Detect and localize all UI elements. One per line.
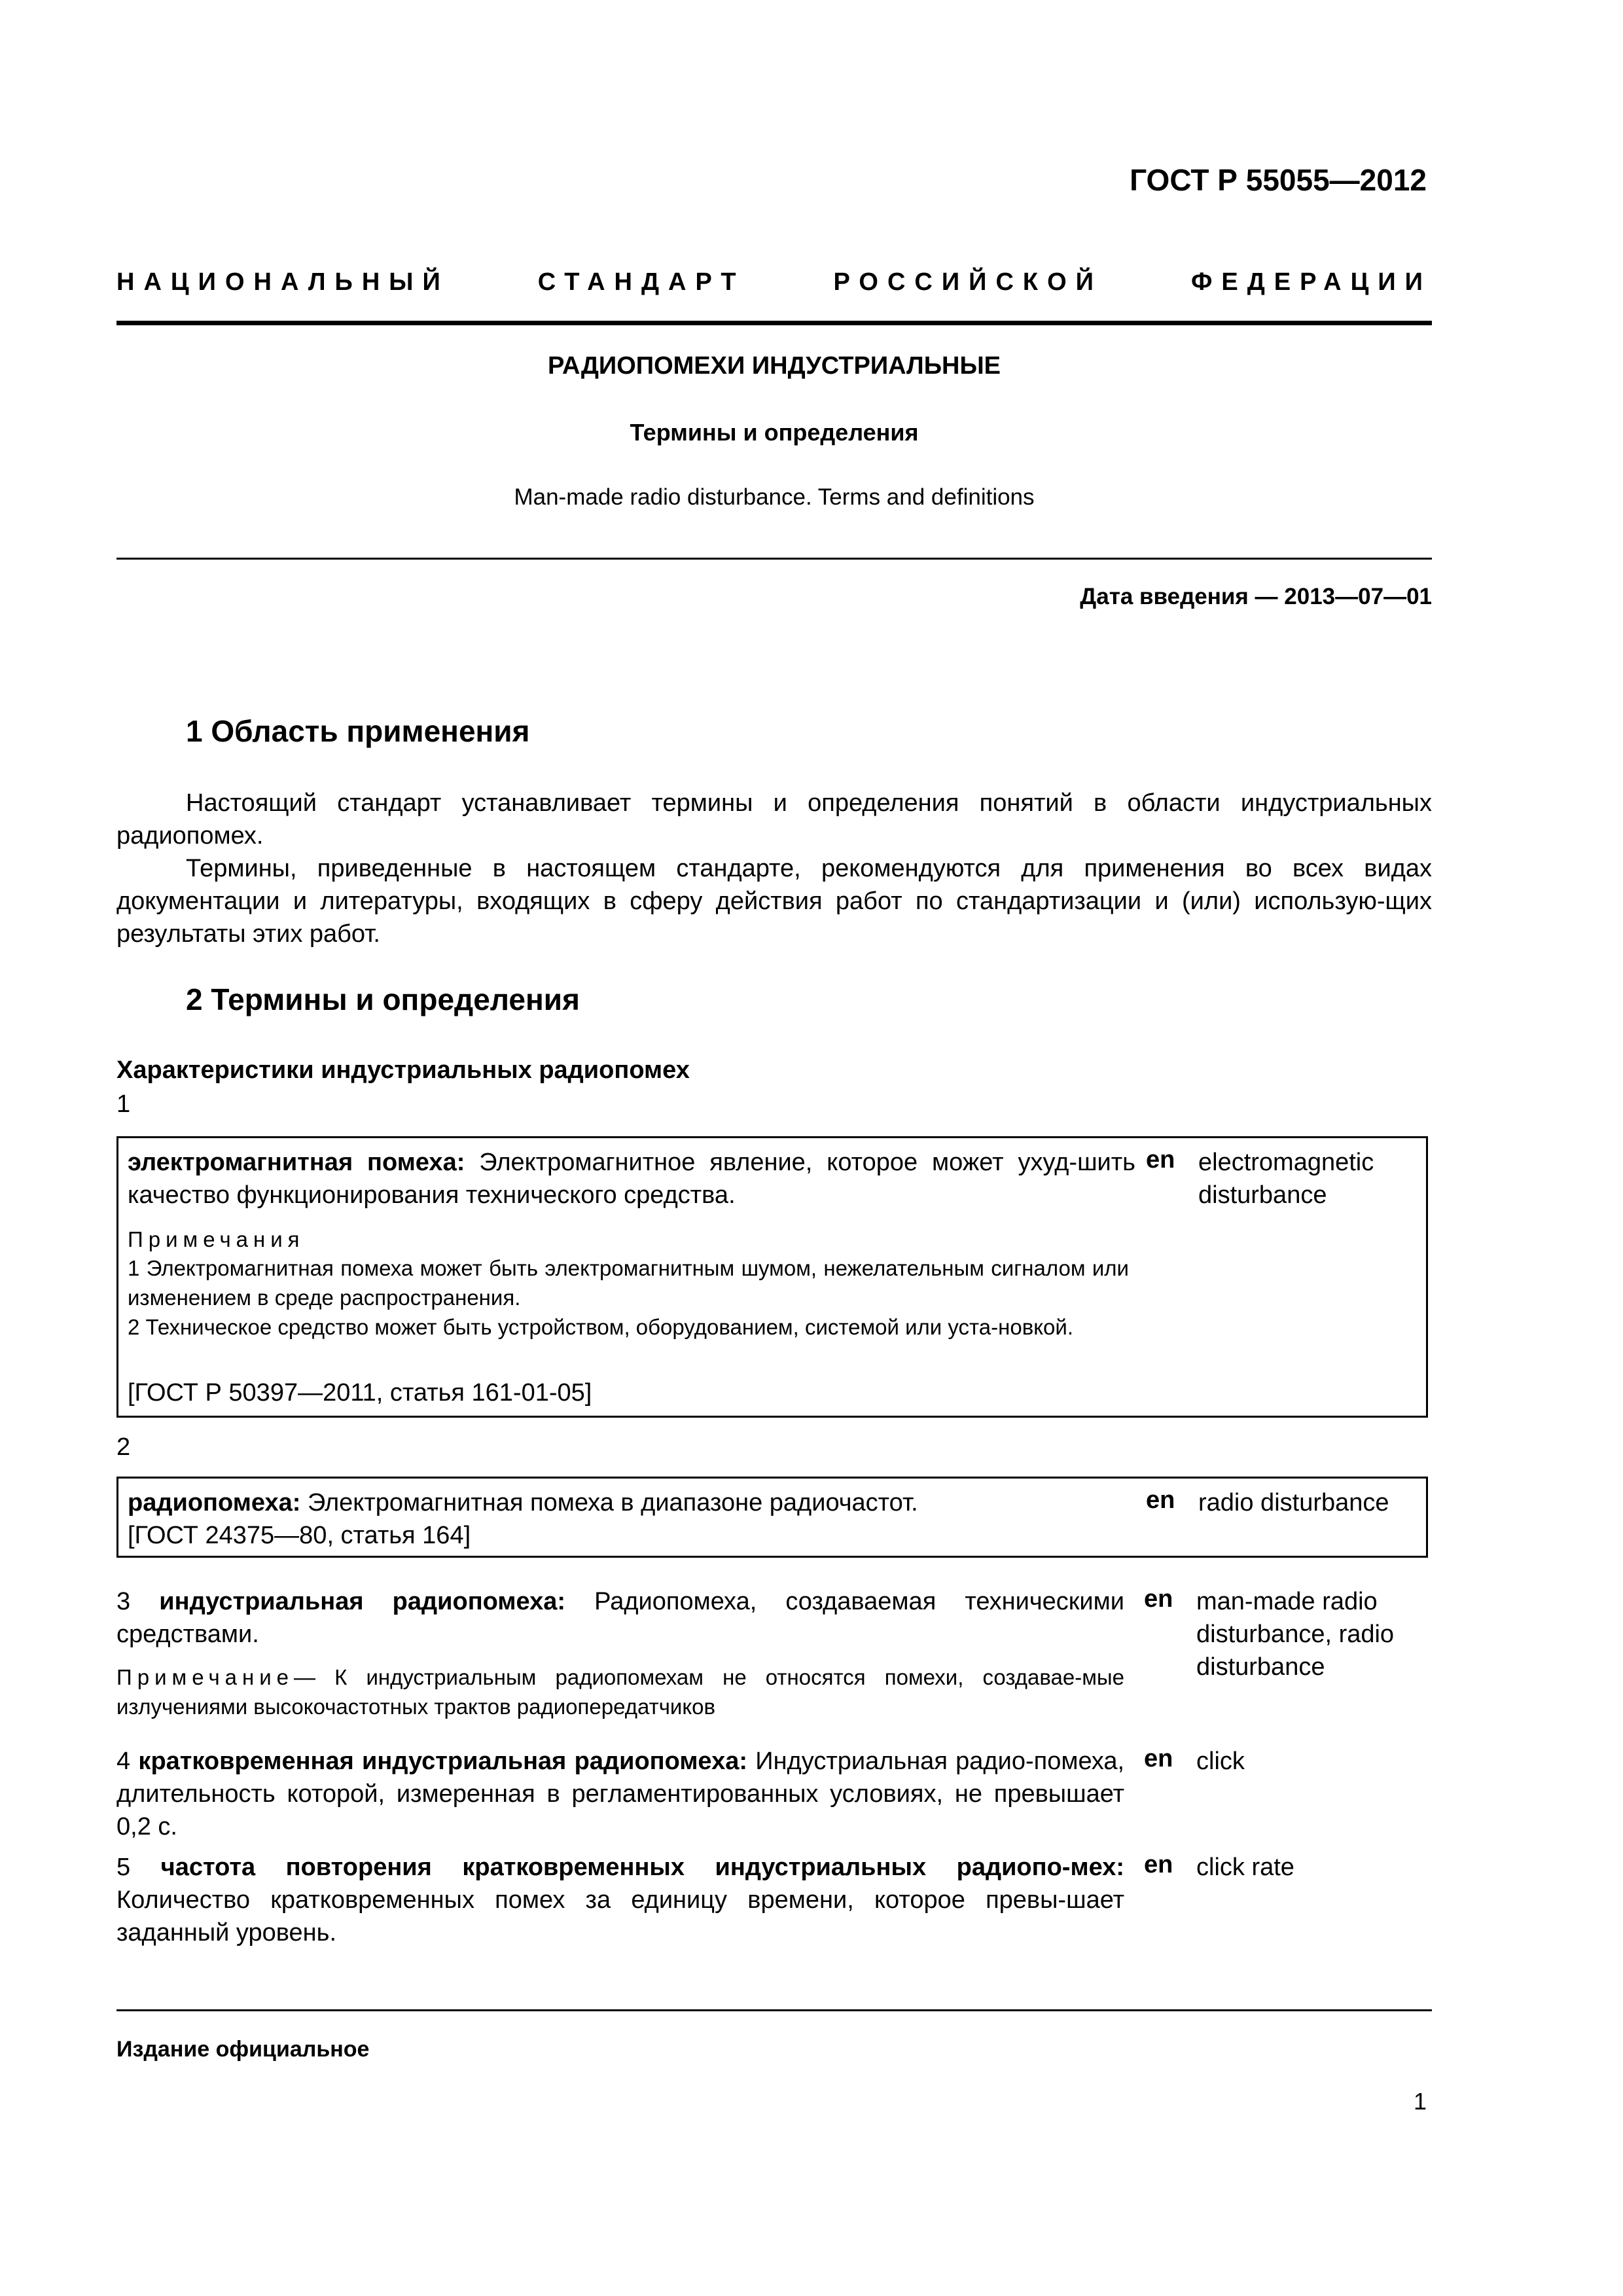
term-1-note-2: 2 Техническое средство может быть устройством, оборудованием, системой или уста-новкой. [128, 1315, 1073, 1339]
term-3-lang: en [1144, 1585, 1173, 1613]
term-2-english: radio disturbance [1198, 1489, 1389, 1516]
header-rule [116, 321, 1432, 325]
term-1-english-line-2: disturbance [1198, 1181, 1327, 1209]
section-2-heading: 2 Термины и определения [186, 982, 580, 1016]
term-2-number: 2 [116, 1433, 131, 1461]
banner-word-3: РОССИЙСКОЙ [833, 268, 1103, 296]
term-2-lang: en [1146, 1486, 1175, 1514]
title-rule [116, 558, 1432, 560]
term-1-number: 1 [116, 1090, 131, 1118]
term-3-english-line-3: disturbance [1196, 1653, 1325, 1681]
term-5-lang: en [1144, 1851, 1173, 1878]
term-1-name: электромагнитная помеха: [128, 1149, 465, 1176]
national-standard-banner [116, 268, 1432, 296]
term-5-name: частота повторения кратковременных индустриальных радиопо-мех: [160, 1854, 1124, 1881]
term-1-definition: Электромагнитное явление, которое может ухуд-шить качество функционирования технического средства. [128, 1149, 1135, 1209]
term-2-definition: Электромагнитная помеха в диапазоне радиочастот. [307, 1489, 918, 1516]
footer-rule [116, 2009, 1432, 2011]
term-1-source: [ГОСТ Р 50397—2011, статья 161-01-05] [128, 1379, 592, 1407]
term-4-english: click [1196, 1748, 1245, 1775]
banner-word-2: СТАНДАРТ [537, 268, 745, 296]
document-title-english: Man-made radio disturbance. Terms and definitions [514, 484, 1035, 510]
term-5-number: 5 [116, 1854, 131, 1881]
section-2-subheading: Характеристики индустриальных радиопомех [116, 1056, 690, 1084]
term-3-note [116, 1662, 1124, 1721]
term-3-english-line-1: man-made radio [1196, 1588, 1378, 1615]
banner-word-1: НАЦИОНАЛЬНЫЙ [116, 268, 450, 296]
term-4-definition: Индустриальная радио-помеха, длительность которой, измеренная в регламентированных условиях, не превышает 0,2 с. [116, 1748, 1125, 1840]
term-3-note-text: — К индустриальным радиопомехам не относятся помехи, создавае-мые излучениями высокочастотных трактов радиопередатчиков [116, 1665, 1124, 1719]
term-1-notes-label: Примечания [128, 1227, 305, 1251]
introduction-date: Дата введения — 2013—07—01 [1080, 584, 1432, 609]
term-2-name: радиопомеха: [128, 1489, 301, 1516]
term-3-english [1196, 1585, 1394, 1683]
term-2-source: [ГОСТ 24375—80, статья 164] [128, 1522, 471, 1549]
term-1-english [1198, 1146, 1374, 1211]
term-4-name: кратковременная индустриальная радиопомеха: [138, 1748, 747, 1775]
section-1-paragraph-1: Настоящий стандарт устанавливает термины и определения понятий в области индустриальных радиопомех. [116, 789, 1432, 850]
term-1-lang: en [1146, 1146, 1175, 1174]
term-3-text [116, 1585, 1124, 1651]
term-2-box [116, 1477, 1428, 1558]
term-3-number: 3 [116, 1588, 131, 1615]
banner-word-4: ФЕДЕРАЦИИ [1190, 268, 1432, 296]
term-2-text [128, 1486, 1135, 1552]
term-1-note-1: 1 Электромагнитная помеха может быть электромагнитным шумом, нежелательным сигналом или изменением в среде распространения. [128, 1256, 1129, 1310]
term-5-definition: Количество кратковременных помех за единицу времени, которое превы-шает заданный уровень. [116, 1886, 1124, 1946]
term-5-text [116, 1851, 1124, 1949]
term-4-lang: en [1144, 1745, 1173, 1772]
section-1-heading: 1 Область применения [186, 714, 530, 748]
term-5-english: click rate [1196, 1854, 1294, 1881]
standard-code: ГОСТ Р 55055—2012 [1130, 163, 1427, 197]
term-3-note-label: Примечание [116, 1665, 294, 1689]
term-3-name: индустриальная радиопомеха: [159, 1588, 566, 1615]
term-1-english-line-1: electromagnetic [1198, 1149, 1374, 1176]
term-4-number: 4 [116, 1748, 131, 1775]
official-edition-label: Издание официальное [116, 2037, 370, 2062]
term-3-english-line-2: disturbance, radio [1196, 1621, 1395, 1648]
section-1-paragraph-2: Термины, приведенные в настоящем стандарте, рекомендуются для применения во всех видах документации и литературы, входящих в сферу действия работ по стандартизации и (или) использую-щих результаты этих работ. [116, 855, 1432, 948]
term-1-box [116, 1136, 1428, 1418]
term-4-text [116, 1745, 1124, 1843]
document-title: РАДИОПОМЕХИ ИНДУСТРИАЛЬНЫЕ [547, 352, 1001, 380]
document-subtitle: Термины и определения [630, 419, 919, 446]
term-3-definition: Радиопомеха, создаваемая техническими средствами. [116, 1588, 1124, 1648]
term-1-text [128, 1146, 1135, 1211]
page-number: 1 [1413, 2088, 1427, 2115]
